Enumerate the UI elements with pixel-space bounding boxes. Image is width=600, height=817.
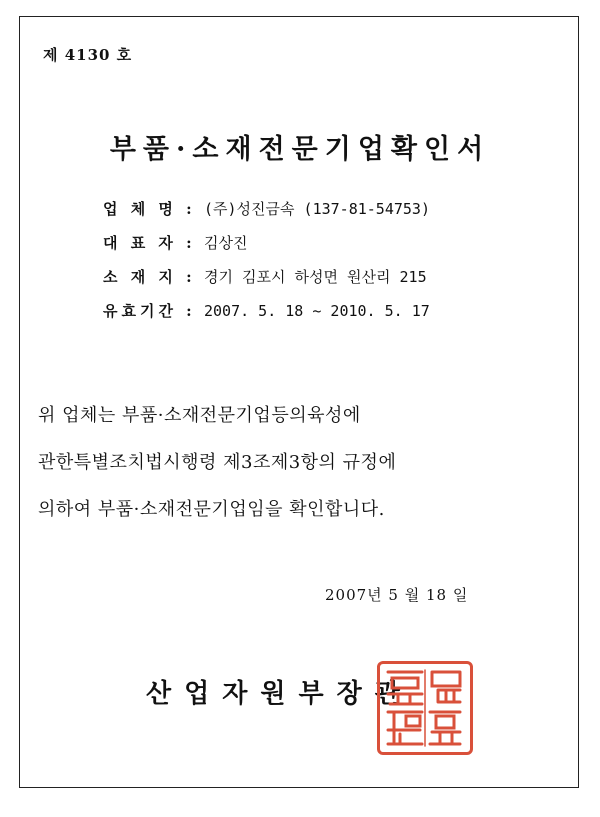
- body-line-2: 관한특별조치법시행령 제3조제3항의 규정에: [38, 452, 397, 473]
- field-validity: [103, 300, 430, 334]
- field-company: [103, 198, 430, 232]
- field-company-value: (주)성진금속 (137-81-54753): [204, 200, 430, 218]
- field-company-label: 업 체 명 :: [103, 200, 196, 218]
- body-line-1: 위 업체는 부품·소재전문기업등의육성에: [38, 405, 361, 426]
- body-line-3: 의하여 부품·소재전문기업임을 확인합니다.: [38, 499, 385, 520]
- field-representative-value: 김상진: [204, 234, 248, 252]
- field-address-value: 경기 김포시 하성면 원산리 215: [204, 268, 427, 286]
- certificate-fields: [103, 198, 430, 334]
- certificate-body: [38, 392, 568, 533]
- certificate-title: 부품·소재전문기업확인서: [109, 134, 491, 165]
- field-representative-label: 대 표 자 :: [103, 234, 196, 252]
- seal-pattern: [380, 664, 470, 752]
- issue-date: 2007년 5 월 18 일: [325, 586, 469, 604]
- certificate-number: 제 4130 호: [43, 46, 133, 64]
- field-validity-value: 2007. 5. 18 ~ 2010. 5. 17: [204, 302, 430, 320]
- field-validity-label: 유효기간 :: [103, 302, 196, 320]
- field-representative: [103, 232, 430, 266]
- official-seal-icon: [377, 661, 473, 755]
- issuer-name: 산업자원부장관: [146, 679, 413, 709]
- field-address: [103, 266, 430, 300]
- field-address-label: 소 재 지 :: [103, 268, 196, 286]
